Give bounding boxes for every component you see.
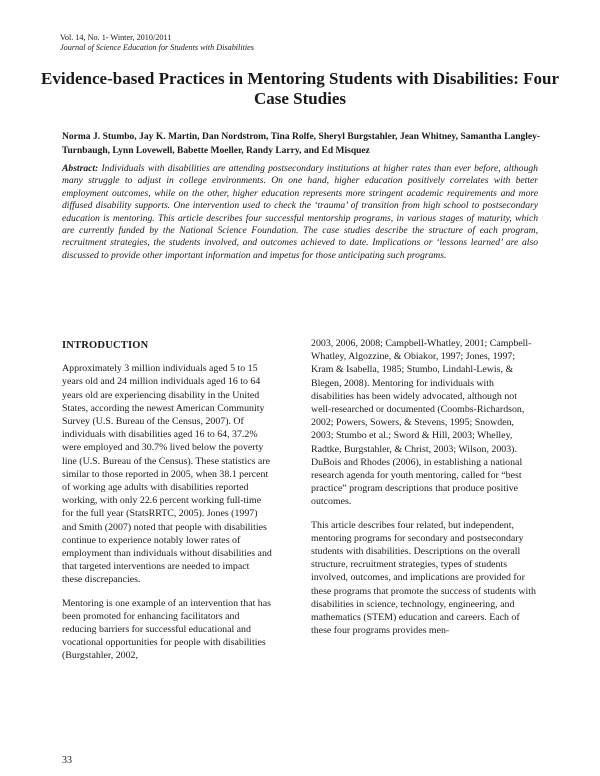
journal-name: Journal of Science Education for Students with Disabilities	[60, 43, 254, 52]
right-column	[311, 337, 537, 647]
running-header	[60, 33, 254, 53]
page-number: 33	[62, 755, 72, 766]
abstract-text: Individuals with disabilities are attending postsecondary institutions at higher rates than ever before, although many struggle to adjust in college environments. On one hand, higher education positively correlates with better employment outcomes, while on the other, higher education represents more stringent academic requirements and more diffused disability supports. One intervention used to check the ‘trauma’ of transition from high school to postsecondary education is mentoring. This article describes four successful mentorship programs, in various stages of maturity, which are currently funded by the National Science Foundation. The case studies describe the structure of each program, recruitment strategies, the students involved, and outcomes achieved to date. Implications or ‘lessons learned’ are also discussed to provide other important information and impetus for those anticipating such programs.	[62, 163, 538, 261]
abstract	[62, 163, 538, 262]
volume-line: Vol. 14, No. 1- Winter, 2010/2011	[60, 33, 172, 42]
section-heading-introduction: INTRODUCTION	[62, 340, 149, 351]
article-title: Evidence-based Practices in Mentoring Students with Disabilities: Four Case Studies	[40, 69, 559, 108]
body-paragraph: Approximately 3 million individuals aged 5 to 15 years old and 24 million individuals aged 16 to 64 years old are experiencing disability in the United States, according the newest American Community Survey (U.S. Bureau of the Census, 2007). Of individuals with disabilities aged 16 to 64, 37.2% were employed and 30.7% lived below the poverty line (U.S. Bureau of the Census). These statistics are similar to those reported in 2005, when 38.1 percent of working age adults with disabilities reported working, with only 22.6 percent working full-time for the full year (StatsRRTC, 2005). Jones (1997) and Smith (2007) noted that people with disabilities continue to experience notably lower rates of employment than individuals without disabilities and that targeted interventions are needed to impact these discrepancies.	[62, 363, 272, 586]
author-list: Norma J. Stumbo, Jay K. Martin, Dan Nordstrom, Tina Rolfe, Sheryl Burgstahler, Jean Whitney, Samantha Langley-Turnbaugh, Lynn Lovewell, Babette Moeller, Randy Larry, and Ed Misquez	[62, 132, 540, 156]
body-paragraph: Mentoring is one example of an intervention that has been promoted for enhancing facilitators and reducing barriers for successful educational and vocational opportunities for people with disabilities (Burgstahler, 2002,	[62, 597, 271, 662]
left-column	[62, 339, 272, 673]
body-paragraph: This article describes four related, but independent, mentoring programs for secondary and postsecondary students with disabilities. Descriptions on the overall structure, recruitment strategies, types of students involved, outcomes, and implications are provided for these programs that promote the success of students with disabilities in science, technology, engineering, and mathematics (STEM) education and careers. Each of these four programs provides men-	[311, 519, 536, 637]
abstract-label: Abstract:	[62, 163, 99, 174]
body-paragraph: 2003, 2006, 2008; Campbell-Whatley, 2001; Campbell-Whatley, Algozzine, & Obiakor, 1997; Jones, 1997; Kram & Isabella, 1985; Stumbo, Lindahl-Lewis, & Blegen, 2008). Mentoring for individuals with disabilities has been widely advocated, although not well-researched or documented (Coombs-Richardson, 2002; Powers, Sowers, & Stevens, 1995; Snowden, 2003; Stumbo et al.; Sword & Hill, 2003; Whelley, Radtke, Burgstahler, & Christ, 2003; Wilson, 2003). DuBois and Rhodes (2006), in establishing a national research agenda for youth mentoring, called for “best practice” program descriptions that produce positive outcomes.	[311, 338, 532, 508]
